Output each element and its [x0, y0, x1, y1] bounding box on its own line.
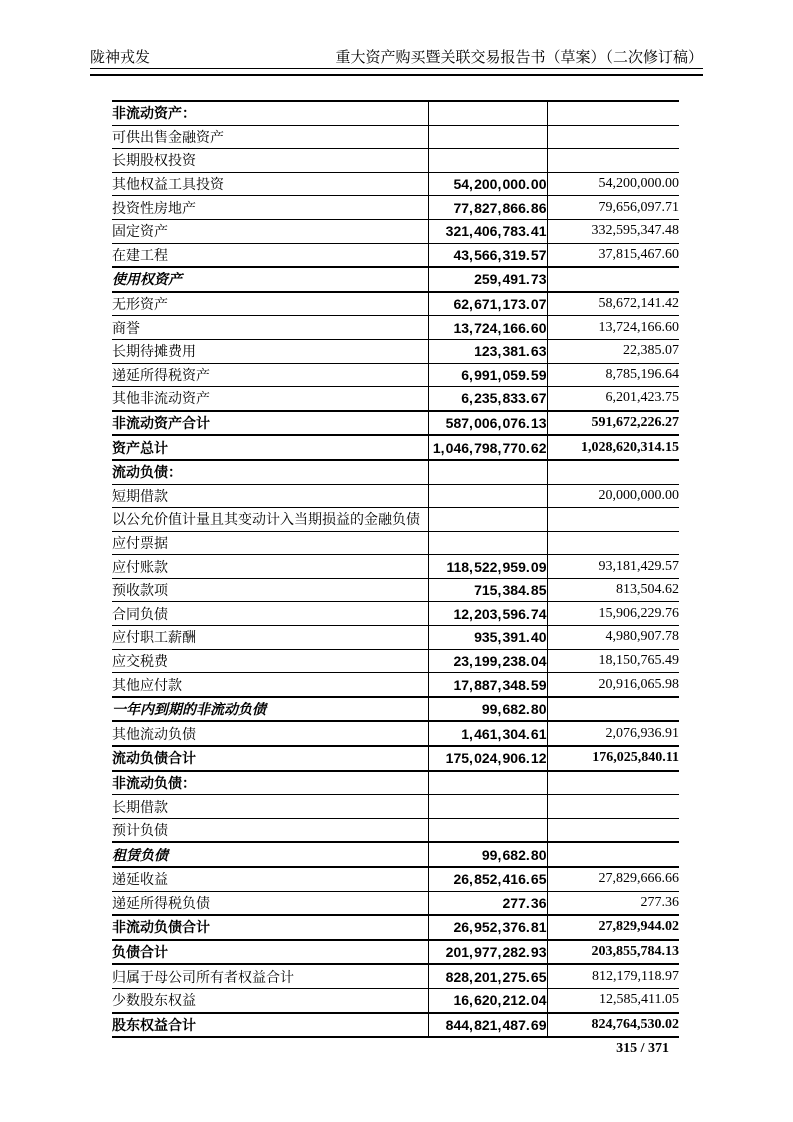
value-prior — [547, 842, 679, 867]
table-row — [112, 626, 679, 650]
header-report-title: 重大资产购买暨关联交易报告书（草案）（二次修订稿） — [335, 50, 703, 66]
row-label: 递延所得税负债 — [112, 891, 428, 915]
row-label: 非流动负债合计 — [112, 915, 428, 940]
value-prior: 18,150,765.49 — [547, 649, 679, 673]
value-prior: 93,181,429.57 — [547, 555, 679, 579]
table-row — [112, 484, 679, 508]
value-prior: 12,585,411.05 — [547, 988, 679, 1012]
table-row — [112, 508, 679, 532]
value-current: 99, 682. 80 — [428, 697, 547, 722]
value-prior: 27,829,666.66 — [547, 867, 679, 891]
row-label: 长期股权投资 — [112, 149, 428, 173]
value-prior: 277.36 — [547, 891, 679, 915]
table-row — [112, 867, 679, 891]
table-row — [112, 243, 679, 267]
value-prior: 813,504.62 — [547, 578, 679, 602]
table-row — [112, 292, 679, 316]
row-label: 应交税费 — [112, 649, 428, 673]
table-row — [112, 219, 679, 243]
value-current — [428, 818, 547, 842]
value-prior: 8,785,196.64 — [547, 363, 679, 387]
value-current: 935, 391. 40 — [428, 626, 547, 650]
value-current: 13, 724, 166. 60 — [428, 316, 547, 340]
row-label: 递延所得税资产 — [112, 363, 428, 387]
row-label: 非流动负债： — [112, 771, 428, 795]
row-label: 股东权益合计 — [112, 1013, 428, 1038]
table-row — [112, 988, 679, 1012]
value-prior: 176,025,840.11 — [547, 746, 679, 771]
value-current — [428, 101, 547, 125]
value-prior: 591,672,226.27 — [547, 411, 679, 436]
value-current: 54, 200, 000. 00 — [428, 172, 547, 196]
value-prior — [547, 818, 679, 842]
table-row — [112, 771, 679, 795]
value-prior: 203,855,784.13 — [547, 940, 679, 965]
table-row — [112, 746, 679, 771]
value-current: 587, 006, 076. 13 — [428, 411, 547, 436]
value-prior: 1,028,620,314.15 — [547, 435, 679, 460]
value-current — [428, 508, 547, 532]
row-label: 应付票据 — [112, 531, 428, 555]
value-current: 23, 199, 238. 04 — [428, 649, 547, 673]
value-prior — [547, 267, 679, 292]
value-current — [428, 771, 547, 795]
value-current: 321, 406, 783. 41 — [428, 219, 547, 243]
value-prior: 332,595,347.48 — [547, 219, 679, 243]
running-header-row — [90, 50, 703, 69]
value-current: 43, 566, 319. 57 — [428, 243, 547, 267]
row-label: 固定资产 — [112, 219, 428, 243]
header-rule — [90, 74, 703, 76]
table-row — [112, 555, 679, 579]
value-prior: 20,916,065.98 — [547, 673, 679, 697]
value-current: 26, 952, 376. 81 — [428, 915, 547, 940]
table-row — [112, 101, 679, 125]
balance-sheet-body — [112, 101, 679, 1037]
value-current: 16, 620, 212. 04 — [428, 988, 547, 1012]
row-label: 可供出售金融资产 — [112, 125, 428, 149]
table-row — [112, 460, 679, 484]
value-prior — [547, 795, 679, 819]
row-label: 非流动资产合计 — [112, 411, 428, 436]
table-row — [112, 339, 679, 363]
row-label: 预计负债 — [112, 818, 428, 842]
value-current: 1, 046, 798, 770. 62 — [428, 435, 547, 460]
row-label: 以公允价值计量且其变动计入当期损益的金融负债 — [112, 508, 428, 532]
value-prior — [547, 101, 679, 125]
row-label: 应付职工薪酬 — [112, 626, 428, 650]
page-number: 315 / 371 — [616, 1041, 669, 1057]
table-row — [112, 149, 679, 173]
value-prior: 812,179,118.97 — [547, 964, 679, 988]
row-label: 其他权益工具投资 — [112, 172, 428, 196]
value-current: 77, 827, 866. 86 — [428, 196, 547, 220]
value-prior — [547, 149, 679, 173]
value-current: 62, 671, 173. 07 — [428, 292, 547, 316]
value-current: 201, 977, 282. 93 — [428, 940, 547, 965]
table-row — [112, 818, 679, 842]
value-prior: 824,764,530.02 — [547, 1013, 679, 1038]
value-current — [428, 484, 547, 508]
value-prior: 20,000,000.00 — [547, 484, 679, 508]
value-current: 715, 384. 85 — [428, 578, 547, 602]
value-current — [428, 531, 547, 555]
table-row — [112, 172, 679, 196]
table-row — [112, 673, 679, 697]
value-current: 17, 887, 348. 59 — [428, 673, 547, 697]
value-current: 1, 461, 304. 61 — [428, 721, 547, 746]
row-label: 应付账款 — [112, 555, 428, 579]
table-row — [112, 795, 679, 819]
row-label: 非流动资产： — [112, 101, 428, 125]
row-label: 长期借款 — [112, 795, 428, 819]
value-prior: 4,980,907.78 — [547, 626, 679, 650]
row-label: 合同负债 — [112, 602, 428, 626]
value-prior: 6,201,423.75 — [547, 387, 679, 411]
value-prior: 22,385.07 — [547, 339, 679, 363]
row-label: 归属于母公司所有者权益合计 — [112, 964, 428, 988]
row-label: 使用权资产 — [112, 267, 428, 292]
value-prior — [547, 460, 679, 484]
row-label: 递延收益 — [112, 867, 428, 891]
row-label: 流动负债合计 — [112, 746, 428, 771]
table-row — [112, 411, 679, 436]
row-label: 长期待摊费用 — [112, 339, 428, 363]
value-current: 118, 522, 959. 09 — [428, 555, 547, 579]
value-prior: 79,656,097.71 — [547, 196, 679, 220]
value-current — [428, 795, 547, 819]
value-prior: 27,829,944.02 — [547, 915, 679, 940]
table-row — [112, 578, 679, 602]
value-current: 6, 235, 833. 67 — [428, 387, 547, 411]
table-row — [112, 915, 679, 940]
row-label: 其他非流动资产 — [112, 387, 428, 411]
table-row — [112, 531, 679, 555]
value-current: 99, 682. 80 — [428, 842, 547, 867]
value-prior — [547, 771, 679, 795]
row-label: 流动负债： — [112, 460, 428, 484]
table-row — [112, 842, 679, 867]
value-current: 844, 821, 487. 69 — [428, 1013, 547, 1038]
row-label: 其他应付款 — [112, 673, 428, 697]
value-prior: 13,724,166.60 — [547, 316, 679, 340]
table-row — [112, 435, 679, 460]
value-current: 6, 991, 059. 59 — [428, 363, 547, 387]
row-label: 少数股东权益 — [112, 988, 428, 1012]
value-current — [428, 125, 547, 149]
value-prior: 15,906,229.76 — [547, 602, 679, 626]
table-row — [112, 891, 679, 915]
table-row — [112, 697, 679, 722]
value-current: 277. 36 — [428, 891, 547, 915]
value-prior — [547, 697, 679, 722]
row-label: 投资性房地产 — [112, 196, 428, 220]
value-current: 259, 491. 73 — [428, 267, 547, 292]
row-label: 其他流动负债 — [112, 721, 428, 746]
row-label: 资产总计 — [112, 435, 428, 460]
balance-sheet-table — [112, 100, 679, 1038]
value-prior: 58,672,141.42 — [547, 292, 679, 316]
value-prior: 2,076,936.91 — [547, 721, 679, 746]
running-header — [90, 0, 703, 76]
table-row — [112, 196, 679, 220]
table-row — [112, 940, 679, 965]
value-current: 12, 203, 596. 74 — [428, 602, 547, 626]
table-row — [112, 267, 679, 292]
table-row — [112, 387, 679, 411]
value-current — [428, 460, 547, 484]
row-label: 一年内到期的非流动负债 — [112, 697, 428, 722]
value-prior: 54,200,000.00 — [547, 172, 679, 196]
table-row — [112, 721, 679, 746]
table-row — [112, 363, 679, 387]
row-label: 商誉 — [112, 316, 428, 340]
value-prior — [547, 508, 679, 532]
value-current: 828, 201, 275. 65 — [428, 964, 547, 988]
header-company-name: 陇神戎发 — [90, 50, 151, 66]
value-prior — [547, 531, 679, 555]
table-row — [112, 125, 679, 149]
value-current: 123, 381. 63 — [428, 339, 547, 363]
table-row — [112, 964, 679, 988]
value-prior: 37,815,467.60 — [547, 243, 679, 267]
row-label: 短期借款 — [112, 484, 428, 508]
table-row — [112, 602, 679, 626]
value-current — [428, 149, 547, 173]
row-label: 预收款项 — [112, 578, 428, 602]
row-label: 在建工程 — [112, 243, 428, 267]
row-label: 无形资产 — [112, 292, 428, 316]
row-label: 租赁负债 — [112, 842, 428, 867]
table-row — [112, 316, 679, 340]
row-label: 负债合计 — [112, 940, 428, 965]
value-current: 175, 024, 906. 12 — [428, 746, 547, 771]
table-row — [112, 1013, 679, 1038]
value-prior — [547, 125, 679, 149]
table-row — [112, 649, 679, 673]
value-current: 26, 852, 416. 65 — [428, 867, 547, 891]
